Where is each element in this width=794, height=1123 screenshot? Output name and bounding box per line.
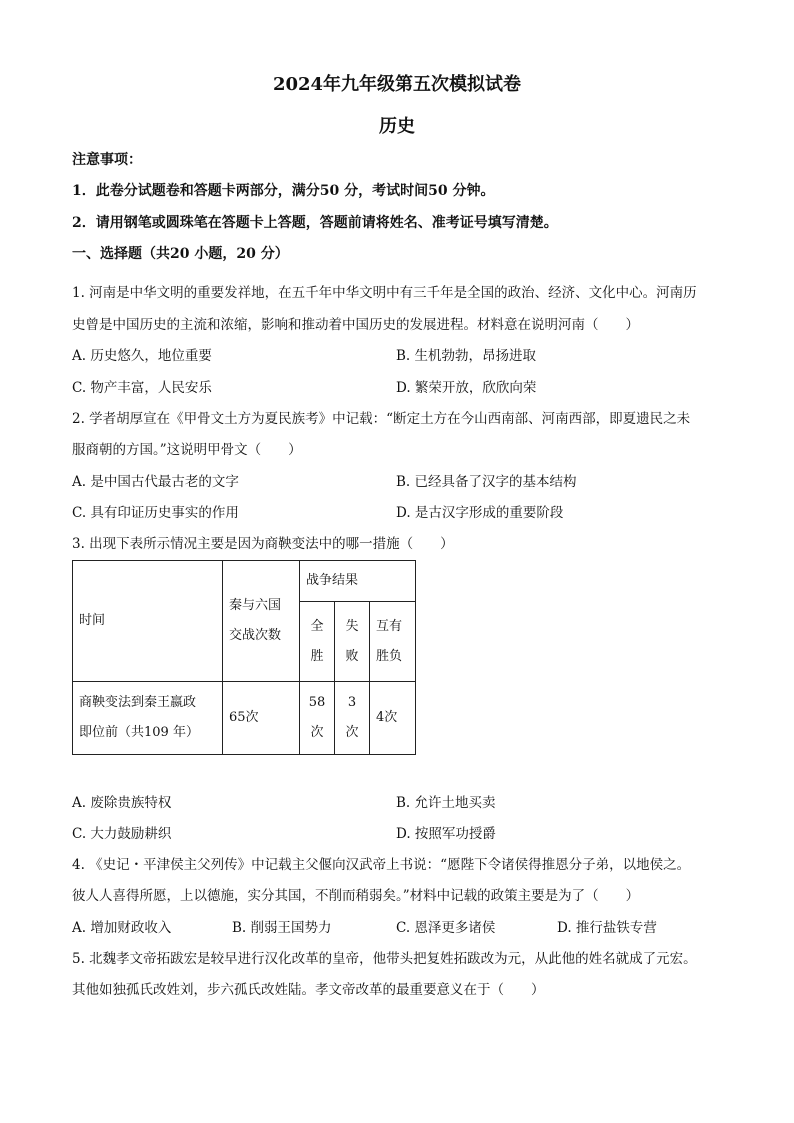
q4-option-c: C. 恩泽更多诸侯 bbox=[396, 920, 496, 936]
table-header-lose bbox=[335, 602, 370, 682]
q3-option-b: B. 允许土地买卖 bbox=[396, 795, 496, 811]
table-header-win-line1: 全 bbox=[310, 618, 324, 634]
table-row-mixed: 4次 bbox=[370, 682, 416, 755]
q5-stem-line2: 其他如独孤氏改姓刘，步六孤氏改姓陆。孝文帝改革的最重要意义在于（ ） bbox=[72, 982, 545, 998]
q1-stem-line2: 史曾是中国历史的主流和浓缩，影响和推动着中国历史的发展进程。材料意在说明河南（ ） bbox=[72, 317, 639, 333]
table-row-win-line2: 次 bbox=[310, 725, 324, 740]
q1-option-b: B. 生机勃勃，昂扬进取 bbox=[396, 348, 537, 364]
section-heading: 一、选择题（共20 小题，20 分） bbox=[72, 246, 289, 262]
q2-option-d: D. 是古汉字形成的重要阶段 bbox=[396, 505, 564, 521]
table-row-lose-line2: 次 bbox=[345, 725, 359, 740]
table-header-mixed-line1: 互有 bbox=[376, 618, 403, 634]
q1-option-c: C. 物产丰富，人民安乐 bbox=[72, 380, 212, 396]
table-header-lose-line1: 失 bbox=[345, 618, 359, 634]
table-header-result: 战争结果 bbox=[300, 561, 416, 602]
q1-option-d: D. 繁荣开放，欣欣向荣 bbox=[396, 380, 537, 396]
table-header-count-line1: 秦与六国 bbox=[229, 598, 282, 613]
q3-stem: 3. 出现下表所示情况主要是因为商鞅变法中的哪一措施（ ） bbox=[72, 536, 454, 552]
notice-item-1: 1．此卷分试题卷和答题卡两部分，满分50 分，考试时间50 分钟。 bbox=[72, 183, 495, 199]
q2-option-a: A. 是中国古代最古老的文字 bbox=[72, 474, 239, 490]
table-header-time: 时间 bbox=[73, 561, 223, 682]
exam-subject: 历史 bbox=[379, 116, 415, 137]
q2-option-b: B. 已经具备了汉字的基本结构 bbox=[396, 474, 577, 490]
notice-heading: 注意事项： bbox=[72, 152, 142, 168]
table-header-win bbox=[300, 602, 335, 682]
table-header-win-line2: 胜 bbox=[310, 648, 324, 664]
q5-stem-line1: 5. 北魏孝文帝拓跋宏是较早进行汉化改革的皇帝，他带头把复姓拓跋改为元，从此他的姓名就成了元宏。 bbox=[72, 951, 697, 967]
table-header-mixed bbox=[370, 602, 416, 682]
q1-option-a: A. 历史悠久，地位重要 bbox=[72, 348, 212, 364]
table-row-win-line1: 58 bbox=[308, 695, 326, 710]
q3-option-a: A. 废除贵族特权 bbox=[72, 795, 172, 811]
q3-option-c: C. 大力鼓励耕织 bbox=[72, 826, 172, 842]
q2-option-c: C. 具有印证历史事实的作用 bbox=[72, 505, 239, 521]
q1-stem-line1: 1. 河南是中华文明的重要发祥地，在五千年中华文明中有三千年是全国的政治、经济、文化中心。河南历 bbox=[72, 285, 697, 301]
table-row-time bbox=[73, 682, 223, 755]
table-header-lose-line2: 败 bbox=[345, 648, 359, 664]
table-row-time-line1: 商鞅变法到秦王嬴政 bbox=[79, 695, 197, 710]
table-row-lose bbox=[335, 682, 370, 755]
q4-option-a: A. 增加财政收入 bbox=[72, 920, 172, 936]
table-header-count bbox=[223, 561, 300, 682]
q2-stem-line2: 服商朝的方国。”这说明甲骨文（ ） bbox=[72, 442, 302, 458]
q3-option-d: D. 按照军功授爵 bbox=[396, 826, 496, 842]
q2-stem-line1: 2. 学者胡厚宣在《甲骨文土方为夏民族考》中记载：“断定土方在今山西南部、河南西部，即夏遗民之未 bbox=[72, 411, 691, 427]
table-header-mixed-line2: 胜负 bbox=[376, 648, 403, 664]
q4-option-b: B. 削弱王国势力 bbox=[232, 920, 332, 936]
table-row-win bbox=[300, 682, 335, 755]
q4-option-d: D. 推行盐铁专营 bbox=[557, 920, 657, 936]
table-row-count: 65次 bbox=[223, 682, 300, 755]
table-row-time-line2: 即位前（共109 年） bbox=[79, 725, 199, 740]
exam-title: 2024年九年级第五次模拟试卷 bbox=[272, 74, 522, 95]
table-row-lose-line1: 3 bbox=[347, 695, 357, 710]
q3-war-table bbox=[72, 560, 416, 755]
q4-stem-line2: 彼人人喜得所愿，上以德施，实分其国，不削而稍弱矣。”材料中记载的政策主要是为了（ ） bbox=[72, 888, 640, 904]
notice-item-2: 2．请用钢笔或圆珠笔在答题卡上答题，答题前请将姓名、准考证号填写清楚。 bbox=[72, 215, 558, 231]
table-header-count-line2: 交战次数 bbox=[229, 628, 282, 643]
q4-stem-line1: 4. 《史记・平津侯主父列传》中记载主父偃向汉武帝上书说：“愿陛下令诸侯得推恩分子弟，以地侯之。 bbox=[72, 857, 691, 873]
